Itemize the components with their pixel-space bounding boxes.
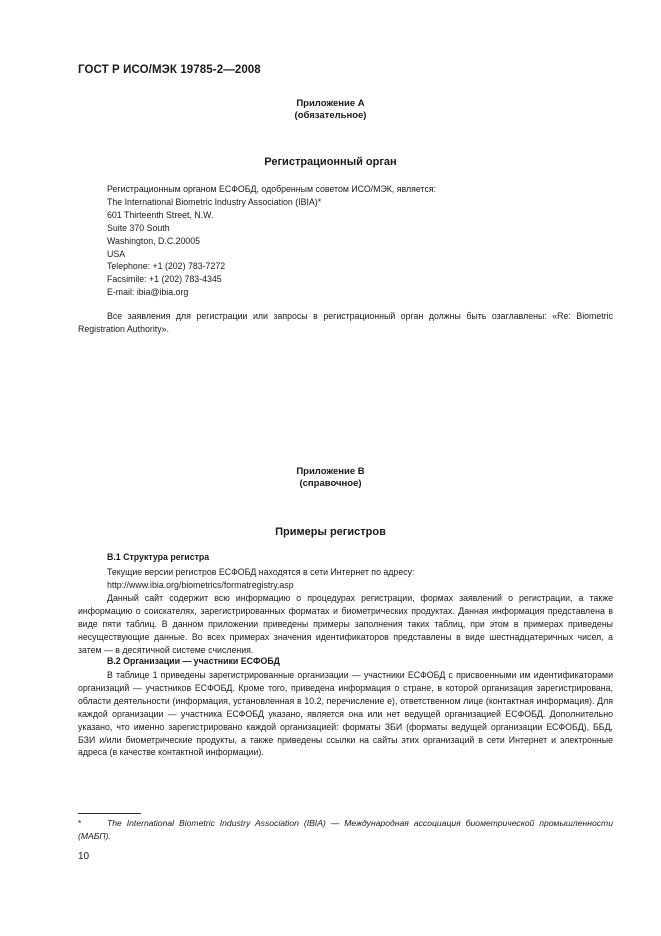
footnote-text: The International Biometric Industry Association (IBIA) — Международная ассоциация биометрической промышленности (МАБП). [78, 818, 613, 841]
registration-authority-block [107, 183, 436, 299]
section-b2-heading: В.2 Организации — участники ЕСФОБД [107, 656, 280, 666]
section-b1-heading: В.1 Структура регистра [107, 552, 210, 562]
footnote-marker: * [78, 818, 82, 828]
b2-paragraph [78, 669, 613, 759]
ra-address-line: The International Biometric Industry Association (IBIA)* [107, 196, 322, 207]
annex-a-status: (обязательное) [294, 110, 367, 121]
b1-paragraph-text: Данный сайт содержит всю информацию о процедурах регистрации, формах заявлений о регистрации, а также информацию о соискателях, зарегистрированных форматах и биометрических продуктах. Данная информация представлена в виде пяти таблиц. В данном приложении приведены примеры заполнения таких таблиц, при этом в примерах приведены несуществующие данные. Во всех примерах значения идентификаторов представлены в виде шестнадцатеричных чисел, а затем — в десятичной системе счисления. [78, 593, 613, 655]
ra-facsimile: Facsimile: +1 (202) 783-4345 [107, 274, 222, 285]
document-code-header: ГОСТ Р ИСО/МЭК 19785-2—2008 [78, 64, 261, 76]
ra-address-line: Washington, D.C.20005 [107, 235, 201, 246]
page-number: 10 [78, 851, 90, 862]
ra-address-line: USA [107, 248, 126, 259]
annex-a-heading: Регистрационный орган [264, 156, 397, 168]
b1-registry-url: http://www.ibia.org/biometrics/formatregistry.asp [107, 580, 294, 590]
b2-paragraph-text: В таблице 1 приведены зарегистрированные организации — участники ЕСФОБД с присвоенными им идентификаторами организаций — участников ЕСФОБД. Кроме того, приведена информация о стране, в которой организация зарегистрирована, области деятельности (информация, установленная в 10.2, перечисление е), ответственном лице (контактная информация). Для каждой организации — участника ЕСФОБД указано, является она или нет ведущей организацией ЕСФОБД. Дополнительно указано, что именно зарегистрировано каждой организацией: форматы ЗБИ (форматы ведущей организации ЕСФОБД), ББД, БЗИ и/или биометрические продукты, а также приведены ссылки на сайты этих организаций в сети Интернет и электронные адреса (в качестве контактной информации). [78, 670, 613, 758]
annex-a-note [78, 310, 613, 336]
footnote-separator [78, 813, 141, 814]
annex-b-heading: Примеры регистров [275, 526, 386, 538]
b1-intro-line: Текущие версии регистров ЕСФОБД находятся в сети Интернет по адресу: [107, 567, 415, 577]
ra-address-line: 601 Thirteenth Street, N.W. [107, 209, 214, 220]
ra-address-line: Suite 370 South [107, 222, 170, 233]
annex-b-title: Приложение В [296, 466, 365, 477]
footnote [78, 817, 613, 842]
annex-a-note-text: Все заявления для регистрации или запросы в регистрационный орган должны быть озаглавлены: «Re: Biometric Registration Authority». [78, 311, 613, 334]
ra-intro: Регистрационным органом ЕСФОБД, одобренным советом ИСО/МЭК, является: [107, 184, 437, 194]
ra-email: E-mail: ibia@ibia.org [107, 287, 189, 298]
ra-telephone: Telephone: +1 (202) 783-7272 [107, 261, 226, 272]
annex-a-title: Приложение А [296, 98, 365, 109]
annex-b-status: (справочное) [299, 478, 362, 489]
b1-paragraph [78, 592, 613, 657]
